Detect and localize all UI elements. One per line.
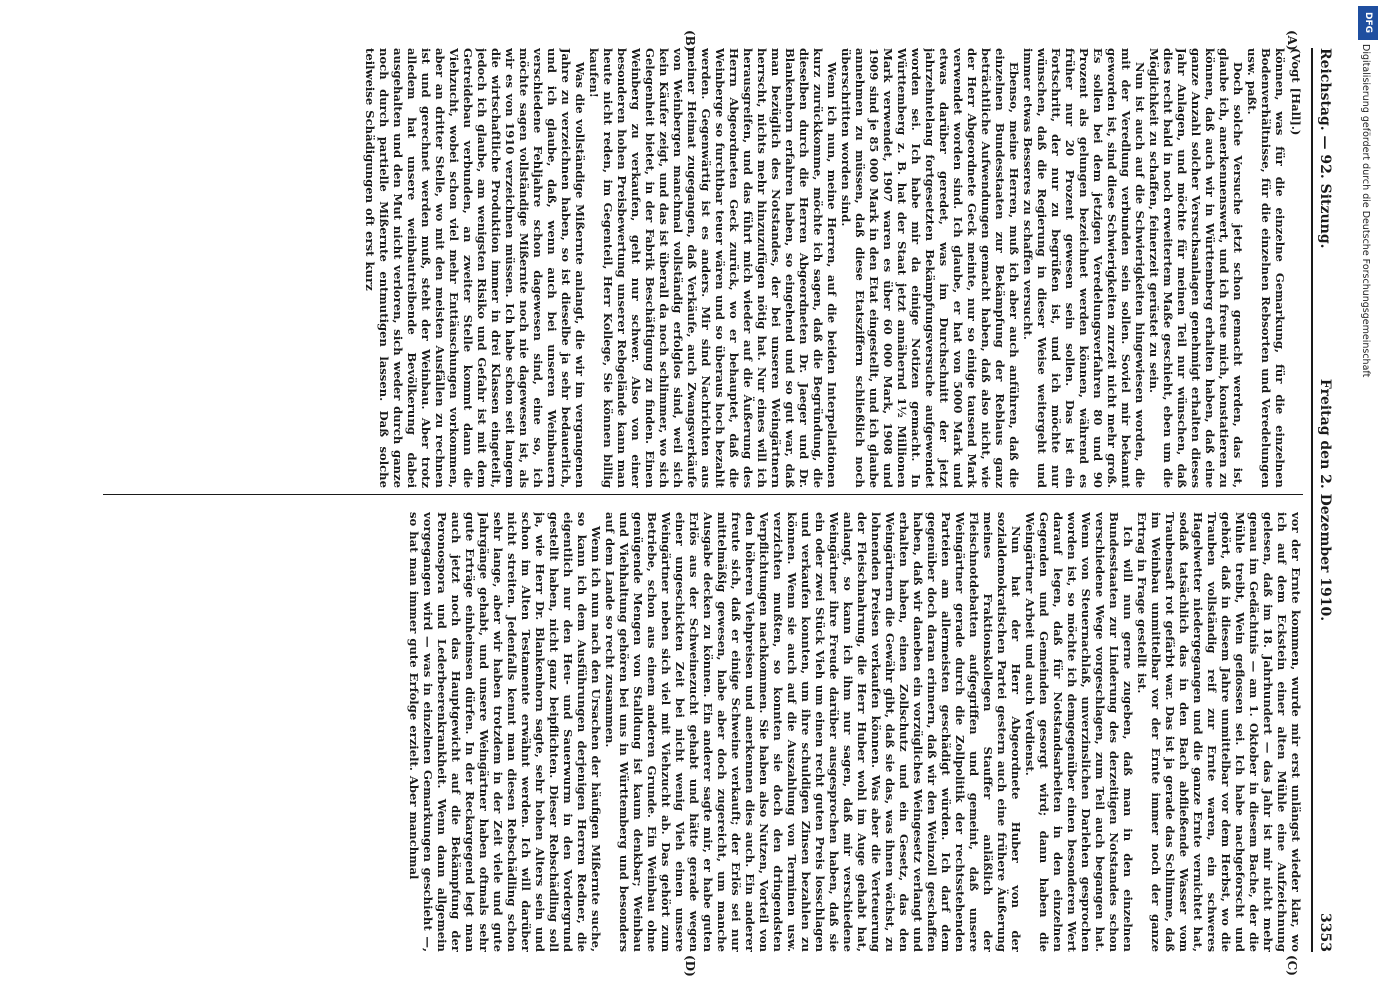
right-paragraph: Wenn ich nun nach den Ursachen der häufigen Mißernte suche, so kann ich dem Ausführungen derjenigen Herren Redner, die eigentlich nur den Heu- und Sauerwurm in den Vordergrund gestellt haben, nicht ganz beipflichten. Dieser Rebschädling soll ja, wie Herr Dr. Blankenhorn sagte, sehr hohen Alters sein und schon im Alten Testamente erwähnt werden. Ich will darüber nicht streiten. Jedenfalls kennt man diesen Rebschädling schon sehr lange, aber wir haben trotzdem in der Zeit viele und gute Jahrgänge gehabt, und unsere Weingärtner haben oftmals sehr gute Erträge einheimsen dürfen. In der Reckargegend legt man auch jetzt noch das Hauptgewicht auf die Bekämpfung der Peronospora und Lederbeerenkrankheit. Wenn dann allgemein vorgegangen wird — was in einzelnen Gemarkungen geschieht —, so hat man immer gute Erfolge erzielt. Aber manchmal xyxy=(407,512,603,952)
dfg-credit xyxy=(1358,0,1380,1000)
left-paragraph: Doch solche Versuche jetzt schon gemacht werden, das ist, glaube ich, anerkennenswert, und ich freue mich, konstatieren zu können, daß auch wir in Württemberg erhalten haben, daß eine ganze Anzahl solcher Versuchsanlagen genehmigt erhalten dieses Jahr Anlagen, und möchte für meinen Teil nur wünschen, daß dies recht bald in noch erweitertem Maße geschieht, eben um die Möglichkeit zu schaffen, feinerzeit gerüstet zu sein. xyxy=(1147,48,1245,488)
left-column xyxy=(103,48,1303,488)
left-paragraph: Was die vollständige Mißernte anlangt, die wir im vergangenen Jahre zu verzeichnen haben, so ist dieselbe ja sehr bedauerlich, und ich glaube, daß, wenn auch bei unseren Weinbauern verschiedene Fehljahre schon dagewesen sind, eine so, ich möchte sagen vollständige Mißernte noch nie dagewesen ist, als wir es von 1910 verzeichnen müssen. Ich habe schon seit langem die wirtschaftliche Produktion immer in drei Klassen eingeteilt, jedoch ich glaube, am wenigsten Risiko und Gefahr ist mit dem Getreidebau verbunden, an zweiter Stelle kommt dann die Viehzucht, wobei schon viel mehr Enttäuschungen vorkommen, aber an dritter Stelle, wo mit den meisten Ausfällen zu rechnen ist und gerechnet werden muß, steht der Weinbau. Aber trotz alledem hat unsere weinbautreibende Bevölkerung dabei ausgehalten und den Mut nicht verloren, sich weder durch ganze noch durch partielle Mißernte entmutigen lassen. Daß solche teilweise Schädigungen oft erst kurz xyxy=(363,48,587,488)
speaker-attribution: (Vogt [Hall].) xyxy=(1289,48,1303,136)
left-paragraph: Nun ist auch auf die Schwierigkeiten hingewiesen worden, die mit der Veredlung verbunden sein sollen. Soviel mir bekannt geworden ist, sind diese Schwierigkeiten zurzeit nicht mehr groß. Es sollen bei dem jetzigen Veredelungsverfahren 80 und 90 Prozent als gelungen bezeichnet werden können, während es früher nur 20 Prozent gewesen sein sollen. Das ist ein Fortschritt, der nur zu begrüßen ist, und ich möchte nur wünschen, daß die Regierung in dieser Weise weitergeht und immer etwas Besseres zu schaffen versucht. xyxy=(1021,48,1147,488)
right-paragraph: Nun hat der Herr Abgeordnete Huber von der sozialdemokratischen Partei gestern auch eine frühere Äußerung meines Fraktionskollegen Stauffer anläßlich der Fleischnotdebatten aufgegriffen und gemeint, daß unsere Weingärtner gerade durch die Zollpolitik der rechtsstehenden Parteien am allermeisten geschädigt würden. Ich darf dem gegenüber doch daran erinnern, daß wir den Weinzoll geschaffen haben, daß wir daneben ein vorzügliches Weingesetz verlangt und erhalten haben, einen Zollschutz und ein Gesetz, das den Weingärtnern die Gewähr gibt, daß sie das, was ihnen wächst, zu lohnenden Preisen verkaufen können. Was aber die Verteuerung der Fleischnahrung, die Herr Huber wohl im Auge gehabt hat, anlangt, so kann ich ihm nur sagen, daß mir verschiedene Weingärtner ihre Freude darüber ausgesprochen haben, daß sie ein oder zwei Stück Vieh um einen recht guten Preis losschlagen und verkaufen konnten, um ihre schuldigen Zinsen bezahlen zu können. Wenn sie auch auf die Auszahlung von Terminen usw. verzichten mußten, so konnten sie doch den dringendsten Verpflichtungen nachkommen. Sie haben also Nutzen, Vorteil von den höheren Viehpreisen und anerkennen dies auch. Ein anderer freute sich, daß er einige Schweine verkauft; der Erlös sei nur mittelmäßig gewesen, habe aber doch zugereicht, um manche Ausgabe decken zu können. Ein anderer sagte mir, er habe guten Erlös aus der Schweinezucht gehabt und hätte gerade wegen einer ungeschickten Zeit bei nicht wenig Vieh einen unsere Weingärtner neben sich viel mit Viehzucht ab. Das gehört zum Betriebe, schon aus einem anderen Grunde. Ein Weinbau ohne genügende Mengen von Stalldung ist kaum denkbar; Weinbau und Viehhaltung gehören bei uns in Württemberg und besonders auf dem Lande so recht zusammen. xyxy=(603,512,1023,952)
right-paragraph: Ich will nun gerne zugeben, daß man in den einzelnen Bundesstaaten zur Linderung des derzeitigen Notstandes schon verschiedene Wege vorgeschlagen, zum Teil auch begangen hat. Wenn von Steuernachlaß, unverzinslichen Darlehen gesprochen worden ist, so möchte ich demgegenüber einen besonderen Wert darauf legen, daß für Notstandsarbeiten in den einzelnen Gegenden und Gemeinden gesorgt wird; dann haben die Weingärtner Arbeit und auch Verdienst. xyxy=(1023,512,1135,952)
margin-mark-d: (D) xyxy=(683,955,697,977)
right-paragraph: vor der Ernte kommen, wurde mir erst unlängst wieder klar, wo ich auf dem Eckstein einer alten Mühle eine Aufzeichnung gelesen, daß im 18. Jahrhundert — das Jahr ist mir nicht mehr genau im Gedächtnis — am 1. Oktober in diesem Bache, der die Mühle treibt, Wein geflossen sei. Ich habe nachgeforscht und gehört, daß in diesem Jahre unmittelbar vor dem Herbst, wo die Trauben vollständig reif zur Ernte waren, ein schweres Hagelwetter niedergegangen und die ganze Ernte vernichtet hat, sodaß tatsächlich das in den Bach abfließende Wasser vom Traubensaft rot gefärbt war. Das ist ja gerade das Schlimme, daß im Weinbau unmittelbar vor der Ernte immer noch der ganze Ertrag in Frage gestellt ist. xyxy=(1135,512,1303,952)
left-paragraph: Ebenso, meine Herren, muß ich aber auch anführen, daß die einzelnen Bundesstaaten zur Bekämpfung der Reblaus ganz beträchtliche Aufwendungen gemacht haben, daß also nicht, wie der Herr Abgeordnete Geck meinte, nur so einige tausend Mark verwendet worden sind. Ich glaube, er hat von 5000 Mark und etwas darüber geredet, was im Durchschnitt der jetzt jahrzehntelang fortgesetzten Bekämpfungsversuche aufgewendet worden sei. Ich habe mir da einige Notizen gemacht. In Württemberg z. B. hat der Staat jetzt annähernd 1½ Millionen Mark verwendet, 1907 waren es über 60 000 Mark, 1908 und 1909 sind je 85 000 Mark in den Etat eingestellt, und ich glaube annehmen zu müssen, daß diese Etatsziffern schließlich noch überschritten worden sind. xyxy=(839,48,1021,488)
right-column xyxy=(103,512,1303,952)
margin-mark-a: (A) xyxy=(1285,30,1299,51)
running-header xyxy=(1311,48,1335,952)
page-number: 3353 xyxy=(1317,913,1333,952)
header-date: Freitag den 2. Dezember 1910. xyxy=(1317,378,1333,622)
dfg-logo: DFG xyxy=(1358,6,1378,40)
left-paragraph: können, was für die einzelne Gemarkung, für die einzelnen Bodenverhältnisse, für die einzelnen Rebsorten und Veredelungen usw. paßt. xyxy=(1245,48,1287,488)
column-divider xyxy=(103,494,1303,495)
margin-mark-c: (C) xyxy=(1285,955,1299,976)
dfg-credit-text: Digitalisierung gefördert durch die Deutsche Forschungsgemeinschaft xyxy=(1360,44,1371,378)
margin-mark-b: (B) xyxy=(683,30,697,52)
left-paragraph: Wenn ich nun, meine Herren, auf die beiden Interpellationen kurz zurückkomme, möchte ich sagen, daß die Begründung, die dieselben durch die Herren Abgeordneten Dr. Jaeger und Dr. Blankenhorn erfahren haben, so eingehend und so gut war, daß man bezüglich des Notstandes, der bei unseren Weingärtnern herrscht, nichts mehr hinzuzufügen nötig hat. Nur eines will ich herausgreifen, und das führt mich wieder auf die Äußerung des Herrn Abgeordneten Geck zurück, wo er behauptet, daß die Weinberge so furchtbar teuer wären und so überaus hoch bezahlt werden. Gegenwärtig ist es anders. Mir sind Nachrichten aus meiner Heimat zugegangen, daß Verkäufe, auch Zwangsverkäufe von Weinbergen manchmal vollständig erfolglos sind, weil sich kein Käufer zeigt, und das ist überall da noch schlimmer, wo sich Gelegenheit bietet, in der Fabrik Beschäftigung zu finden. Einen Weinberg zu verkaufen, geht nur schwer. Also von einer besonderen hohen Preisbewertung unserer Rebgelände kann man heute nicht reden, im Gegenteil, Herr Kollege, Sie können billig kaufen! xyxy=(587,48,839,488)
header-left: Reichstag. — 92. Sitzung. xyxy=(1317,48,1333,249)
